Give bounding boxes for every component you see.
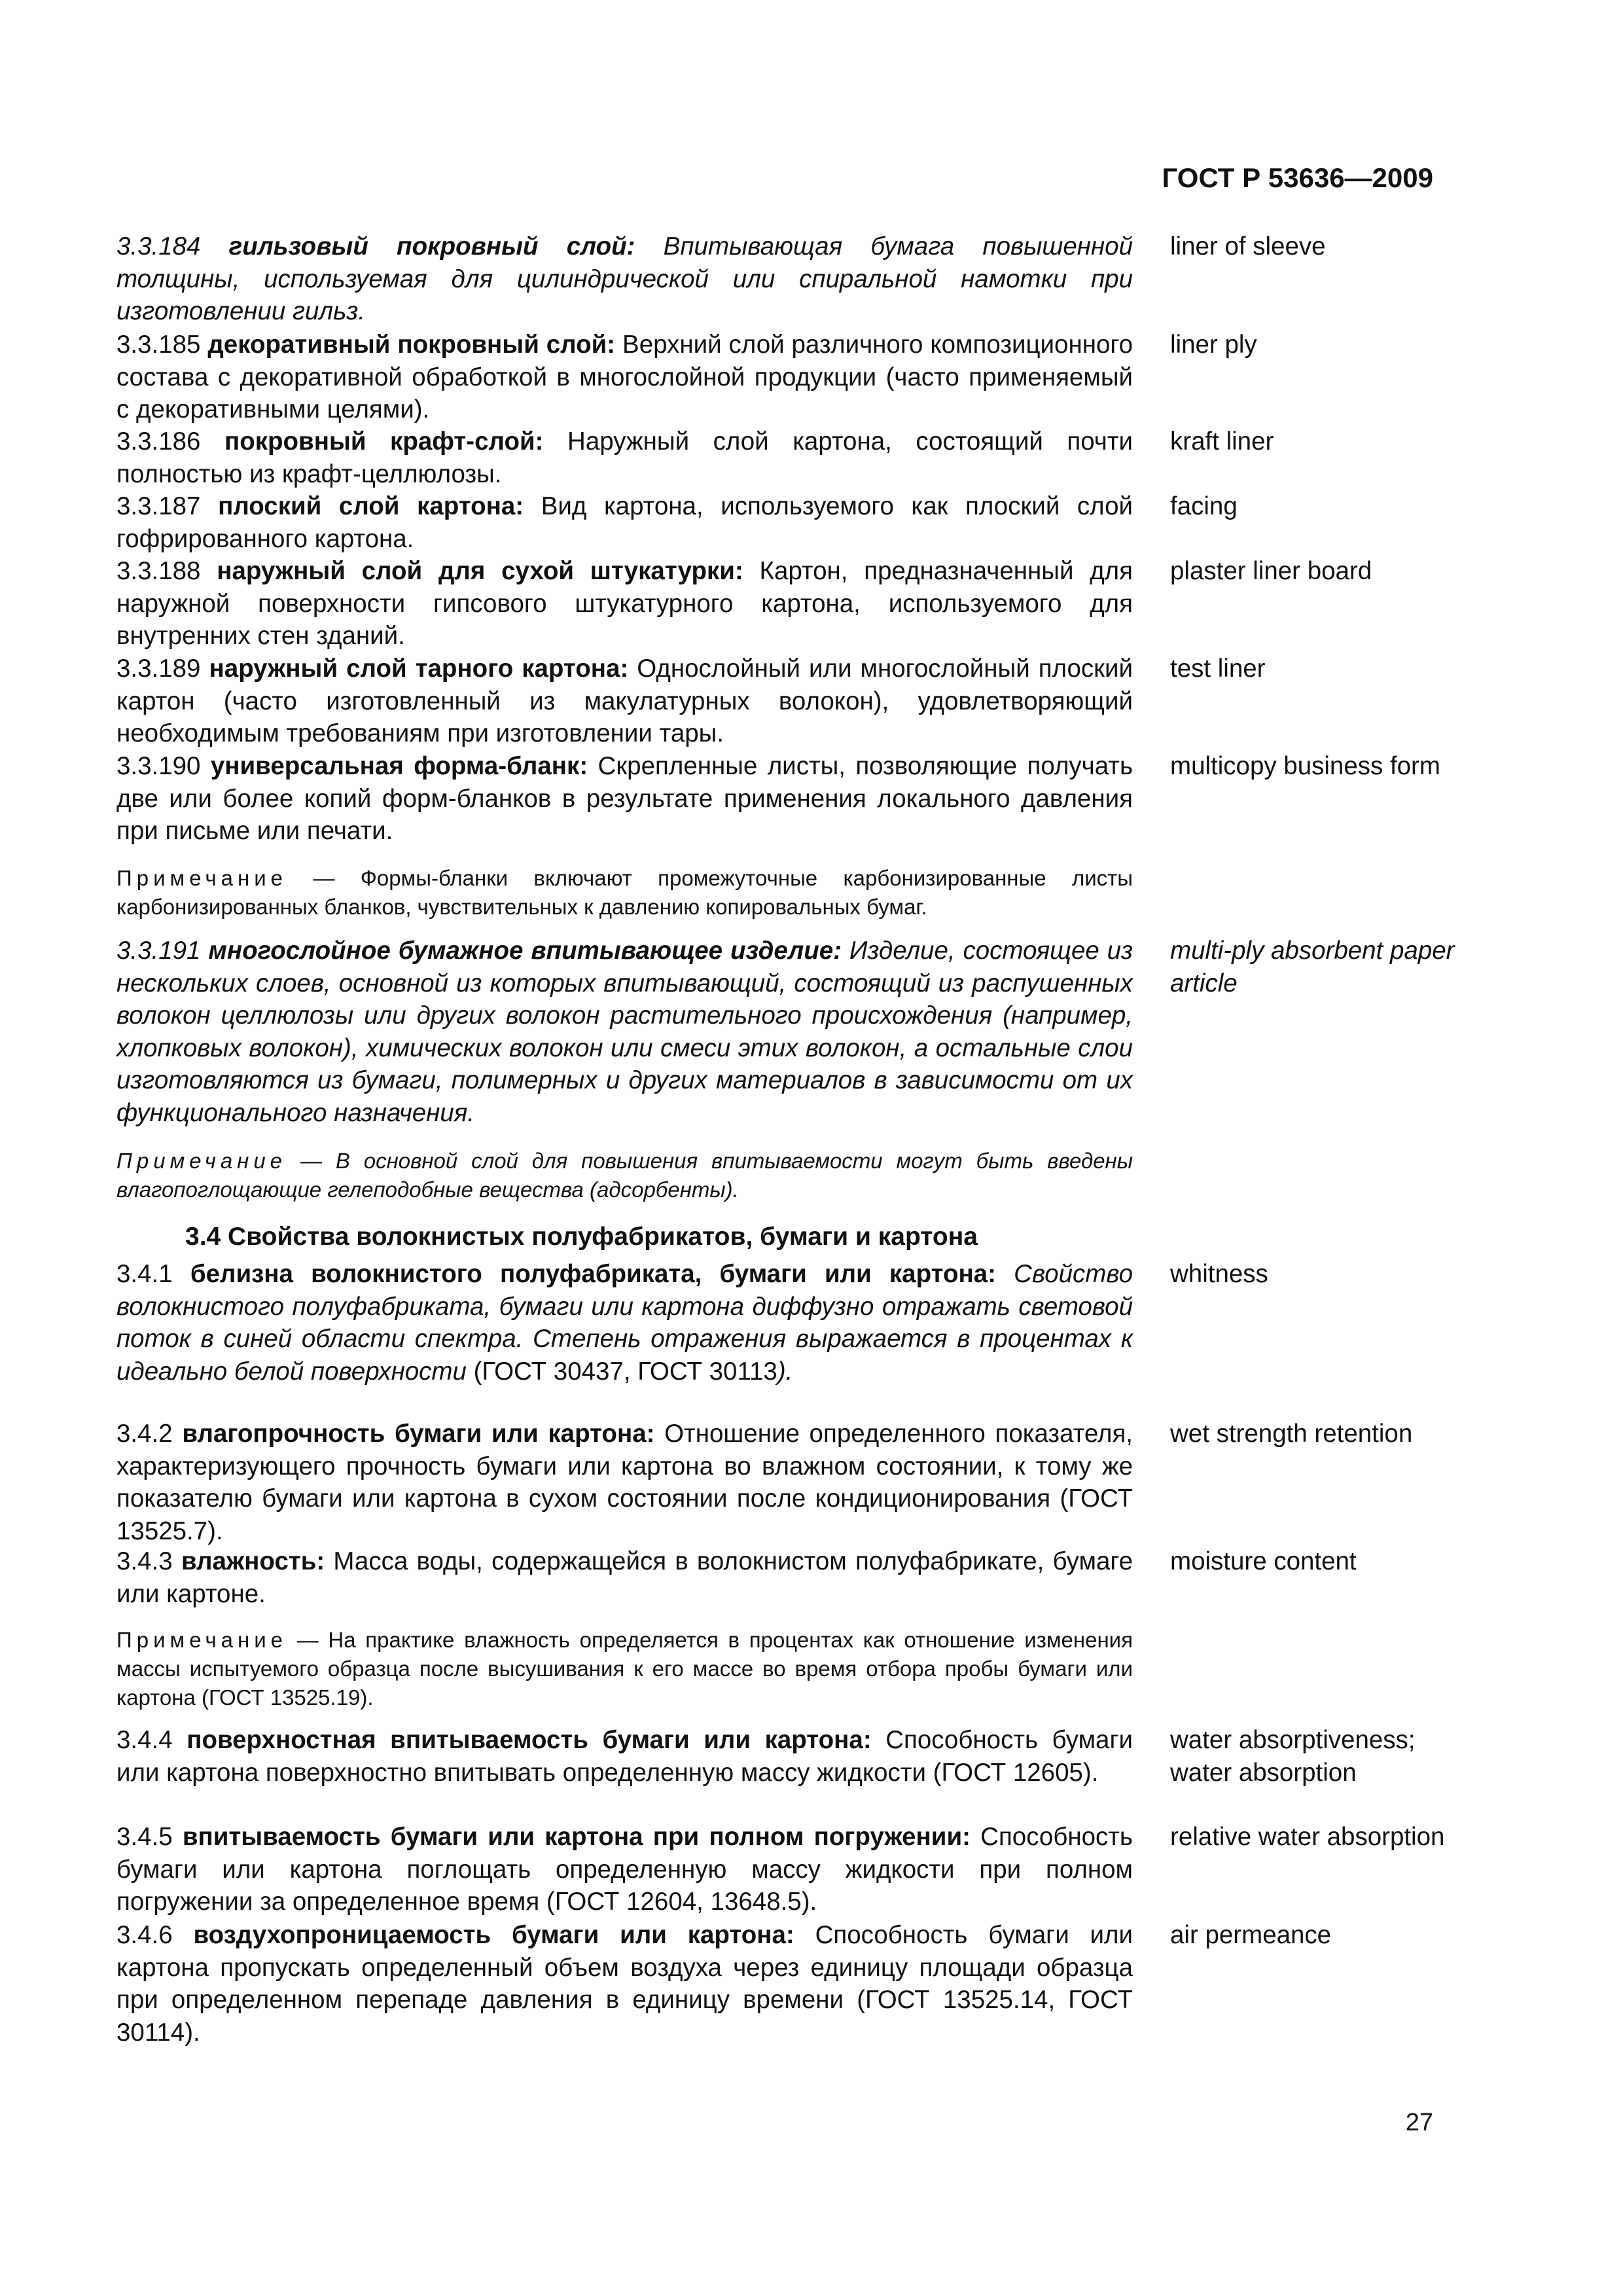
term-number: 3.3.190 xyxy=(116,752,201,780)
term-ru: универсальная форма-бланк: xyxy=(210,752,588,780)
term-en: facing xyxy=(1170,492,1238,520)
definition-text: Вид картона, используемого как плоский слой гофрированного картона. xyxy=(116,492,1133,553)
definition xyxy=(116,490,1133,555)
definition xyxy=(116,1545,1133,1610)
definition-text: Верхний слой различного композиционного состава с декоративной обработкой в многослойной продукции (часто применяемый с декоративными целями). xyxy=(116,331,1133,423)
definition-text: Масса воды, содержащейся в волокнистом полуфабрикате, бумаге или картоне. xyxy=(116,1547,1133,1608)
definition-text: Отношение определенного показателя, характеризующего прочность бумаги или картона во влажном состоянии, к тому же показателю бумаги или картона в сухом состоянии после кондиционирования (ГОСТ 13525.7). xyxy=(116,1420,1133,1545)
note-label: Примечание xyxy=(116,866,288,890)
term-number: 3.3.188 xyxy=(116,557,201,585)
definition-text: Наружный слой картона, состоящий почти полностью из крафт-целлюлозы. xyxy=(116,427,1133,488)
term-ru: наружный слой тарного картона: xyxy=(209,655,629,683)
term-ru: поверхностная впитываемость бумаги или картона: xyxy=(187,1726,872,1754)
definition xyxy=(116,750,1133,848)
term-en: test liner xyxy=(1170,655,1266,683)
definition-text: Картон, предназначенный для наружной поверхности гипсового штукатурного картона, используемого для внутренних стен зданий. xyxy=(116,557,1133,650)
page-number: 27 xyxy=(1405,2109,1433,2136)
term-en: liner of sleeve xyxy=(1170,232,1326,260)
term-ru: наружный слой для сухой штукатурки: xyxy=(217,557,743,585)
term-ru: влагопрочность бумаги или картона: xyxy=(182,1420,655,1448)
definition-text: Однослойный или многослойный плоский картон (часто изготовленный из макулатурных волокон), удовлетворяющий необходимым требованиям при изготовлении тары. xyxy=(116,655,1133,747)
term-ru: впитываемость бумаги или картона при полном погружении: xyxy=(182,1823,971,1851)
definition xyxy=(116,1821,1133,1918)
term-ru: покровный крафт-слой: xyxy=(224,427,544,456)
term-en: liner ply xyxy=(1170,331,1257,359)
term-en: multicopy business form xyxy=(1170,752,1440,780)
term-number: 3.3.186 xyxy=(116,427,201,456)
document-code: ГОСТ Р 53636—2009 xyxy=(1162,162,1433,193)
note xyxy=(116,1626,1133,1712)
term-number: 3.4.2 xyxy=(116,1420,173,1448)
term-en: whitness xyxy=(1170,1260,1268,1288)
definition-text: Свойство волокнистого полуфабриката, бумаги или картона диффузно отражать световой поток в синей области спектра. Степень отражения выражается в процентах к идеально белой поверхности xyxy=(116,1260,1133,1386)
term-number: 3.4.3 xyxy=(116,1547,173,1575)
definition xyxy=(116,935,1133,1129)
term-number: 3.3.184 xyxy=(116,232,201,260)
definition-text: Впитывающая бумага повышенной толщины, используемая для цилиндрической или спиральной намотки при изготовлении гильз. xyxy=(116,232,1133,325)
note-text: — Формы-бланки включают промежуточные карбонизированные листы карбонизированных бланков, чувствительных к давлению копировальных бумаг. xyxy=(116,866,1133,919)
note-text: — На практике влажность определяется в процентах как отношение изменения массы испытуемого образца после высушивания к его массе во время отбора пробы бумаги или картона (ГОСТ 13525.19). xyxy=(116,1628,1133,1710)
term-number: 3.3.187 xyxy=(116,492,201,520)
definition xyxy=(116,329,1133,426)
definition-end: ). xyxy=(777,1357,793,1386)
term-en: air permeance xyxy=(1170,1921,1332,1949)
term-ru: гильзовый покровный слой: xyxy=(228,232,635,260)
definition-text: Способность бумаги или картона поглощать определенную массу жидкости при полном погружении за определенное время (ГОСТ 12604, 13648.5). xyxy=(116,1823,1133,1916)
term-en: relative water absorption xyxy=(1170,1823,1445,1851)
definition-text: Скрепленные листы, позволяющие получать две или более копий форм-бланков в результате применения локального давления при письме или печати. xyxy=(116,752,1133,845)
definition xyxy=(116,230,1133,328)
term-en: moisture content xyxy=(1170,1547,1357,1575)
note-label: Примечание xyxy=(116,1149,287,1173)
term-ru: декоративный покровный слой: xyxy=(207,331,616,359)
definition-references: (ГОСТ 30437, ГОСТ 30113 xyxy=(466,1357,777,1386)
term-en: kraft liner xyxy=(1170,427,1274,456)
definition xyxy=(116,1258,1133,1388)
note xyxy=(116,1147,1133,1204)
term-number: 3.4.6 xyxy=(116,1921,173,1949)
note-text: — В основной слой для повышения впитываемости могут быть введены влагопоглощающие гелеподобные вещества (адсорбенты). xyxy=(116,1149,1133,1202)
term-en: multi-ply absorbent paper article xyxy=(1170,937,1455,997)
term-ru: плоский слой картона: xyxy=(218,492,524,520)
term-ru: белизна волокнистого полуфабриката, бумаги или картона: xyxy=(190,1260,996,1288)
term-ru: многослойное бумажное впитывающее изделие: xyxy=(208,937,842,965)
note xyxy=(116,864,1133,922)
definition xyxy=(116,425,1133,490)
definition xyxy=(116,1418,1133,1547)
section-title: 3.4 Свойства волокнистых полуфабрикатов, бумаги и картона xyxy=(185,1223,978,1251)
term-number: 3.4.4 xyxy=(116,1726,173,1754)
definition-text: Способность бумаги или картона поверхностно впитывать определенную массу жидкости (ГОСТ 12605). xyxy=(116,1726,1133,1787)
definition-text: Изделие, состоящее из нескольких слоев, основной из которых впитывающий, состоящий из распушенных волокон целлюлозы или других волокон растительного происхождения (например, хлопковых волокон), химических волокон или смеси этих волокон, а остальные слои изготовляются из бумаги, полимерных и других материалов в зависимости от их функционального назначения. xyxy=(116,937,1133,1127)
definition xyxy=(116,1724,1133,1789)
term-en: plaster liner board xyxy=(1170,557,1372,585)
definition xyxy=(116,555,1133,653)
term-number: 3.3.189 xyxy=(116,655,201,683)
term-number: 3.3.185 xyxy=(116,331,201,359)
term-number: 3.4.1 xyxy=(116,1260,173,1288)
term-number: 3.4.5 xyxy=(116,1823,173,1851)
definition xyxy=(116,1919,1133,2049)
definition-text: Способность бумаги или картона пропускать определенный объем воздуха через единицу площади образца при определенном перепаде давления в единицу времени (ГОСТ 13525.14, ГОСТ 30114). xyxy=(116,1921,1133,2047)
term-en: water absorptiveness; water absorption xyxy=(1170,1726,1416,1787)
note-label: Примечание xyxy=(116,1628,288,1652)
term-number: 3.3.191 xyxy=(116,937,201,965)
term-ru: влажность: xyxy=(181,1547,325,1575)
term-en: wet strength retention xyxy=(1170,1420,1413,1448)
term-ru: воздухопроницаемость бумаги или картона: xyxy=(193,1921,794,1949)
definition xyxy=(116,653,1133,750)
